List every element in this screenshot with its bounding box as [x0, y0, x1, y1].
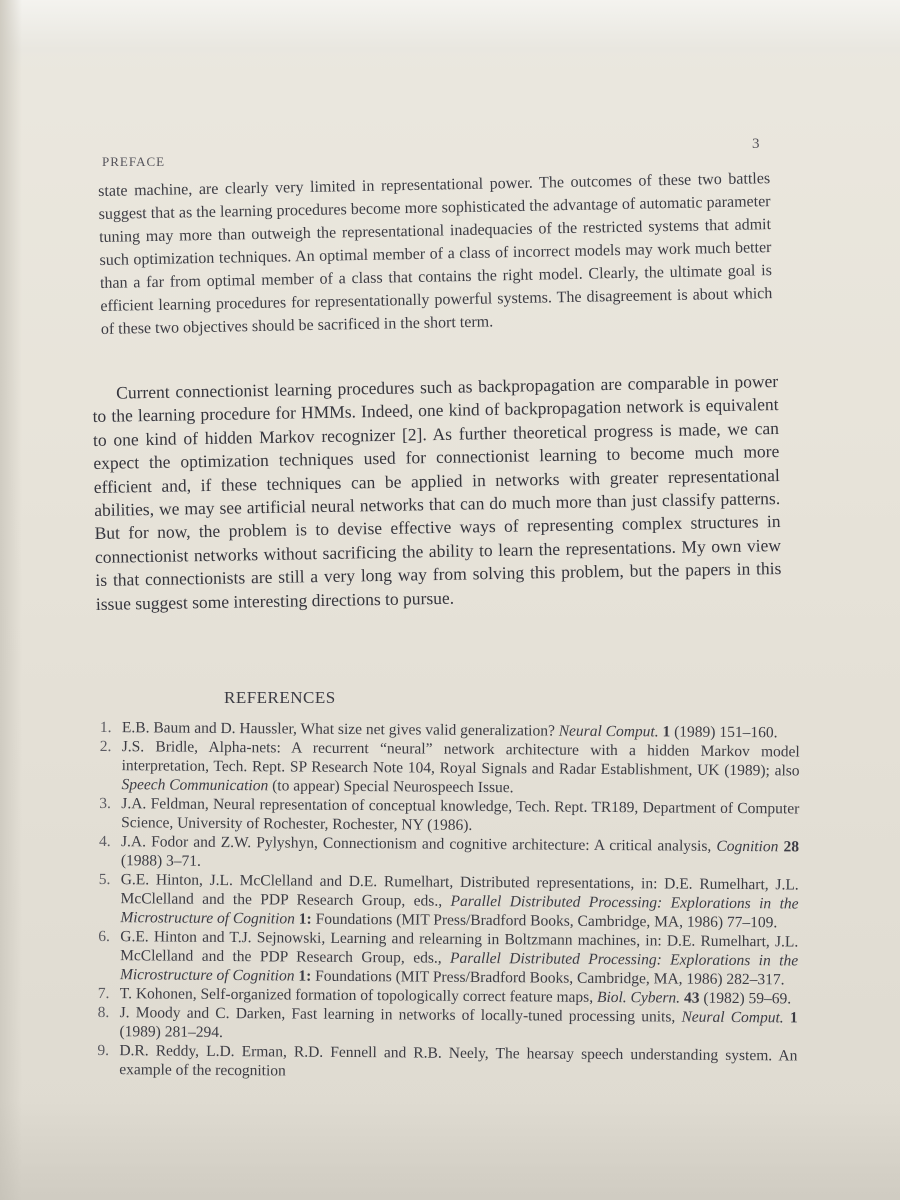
- reference-number: 5.: [98, 870, 111, 889]
- reference-number: 1.: [99, 718, 112, 737]
- reference-volume: 1:: [294, 910, 312, 928]
- reference-number: 6.: [98, 927, 110, 946]
- reference-tail: (1982) 59–69.: [699, 989, 792, 1008]
- reference-item: [99, 737, 799, 799]
- references-heading: REFERENCES: [224, 688, 336, 707]
- reference-text: J.A. Fodor and Z.W. Pylyshyn, Connectionism and cognitive architecture: A critical analysis,: [120, 833, 717, 855]
- reference-tail: Foundations (MIT Press/Bradford Books, Cambridge, MA, 1986) 282–317.: [311, 967, 785, 989]
- reference-tail: (1988) 3–71.: [120, 852, 202, 870]
- reference-text: E.B. Baum and D. Haussler, What size net gives valid generalization?: [121, 719, 559, 740]
- reference-number: 9.: [97, 1041, 110, 1060]
- reference-journal: Neural Comput.: [558, 722, 659, 741]
- reference-volume: 1: [783, 1009, 798, 1027]
- reference-number: 4.: [98, 832, 111, 851]
- reference-text: D.R. Reddy, L.D. Erman, R.D. Fennell and R.B. Neely, The hearsay speech understanding system. An example of the recognition: [119, 1042, 798, 1080]
- reference-text: J.S. Bridle, Alpha-nets: A recurrent “neural” network architecture with a hidden Markov model interpretation, Tech. Rept. SP Research Note 104, Royal Signals and Radar Establishment, UK (1989); also: [121, 738, 800, 780]
- reference-item: [98, 927, 798, 989]
- reference-item: [99, 832, 799, 875]
- reference-text: G.E. Hinton and T.J. Sejnowski, Learning and relearning in Boltzmann machines, in: D.E. Rumelhart, J.L. McClelland and the PDP Research Group, eds.,: [120, 928, 799, 967]
- page-bottom-shadow: [0, 1100, 900, 1200]
- running-head: PREFACE: [102, 154, 166, 169]
- reference-text: J.A. Feldman, Neural representation of conceptual knowledge, Tech. Rept. TR189, Department of Computer Science, University of Rochester, Rochester, NY (1986).: [121, 795, 800, 834]
- reference-item: [99, 794, 799, 837]
- reference-number: 8.: [97, 1003, 110, 1022]
- reference-journal: Biol. Cybern.: [596, 988, 681, 1007]
- reference-text: J. Moody and C. Darken, Fast learning in networks of locally-tuned processing units,: [119, 1004, 682, 1026]
- paragraph-text: state machine, are clearly very limited in representational power. The outcomes of these two battles suggest that as the learning procedures become more sophisticated the advantage of automatic parameter tuning may more than outweigh the representational inadequacies of the restricted systems that admit such optimization techniques. An optimal member of a class of incorrect models may work much better than a far from optimal member of a class that contains the right model. Clearly, the ultimate goal is efficient learning procedures for representationally powerful systems. The disagreement is about which of these two objectives should be sacrificed in the short term.: [98, 170, 773, 338]
- paragraph-text: Current connectionist learning procedures such as backpropagation are comparable in power to the learning procedure for HMMs. Indeed, one kind of backpropagation network is equivalent to one kind of hidden Markov recognizer [2]. As further theoretical progress is made, we can expect the optimization techniques used for connectionist learning to become much more efficient and, if these techniques can be applied in networks with greater representational abilities, we may see artificial neural networks that can do much more than just classify patterns. But for now, the problem is to devise effective ways of representing complex structures in connectionist networks without sacrificing the ability to learn the representations. My own view is that connectionists are still a very long way from solving this problem, but the papers in this issue suggest some interesting directions to pursue.: [92, 371, 782, 614]
- reference-text: T. Kohonen, Self-organized formation of topologically correct feature maps,: [119, 985, 598, 1006]
- body-paragraph-2: [92, 370, 782, 616]
- body-paragraph-1: [98, 167, 773, 341]
- reference-volume: 1: [658, 723, 671, 741]
- reference-tail: (to appear) Special Neurospeech Issue.: [268, 777, 514, 797]
- reference-item: [98, 870, 798, 932]
- reference-journal: Parallel Distributed Processing: Explorations in the Microstructure of Cognition: [120, 892, 799, 928]
- reference-item: [97, 1003, 797, 1046]
- reference-number: 7.: [97, 984, 110, 1003]
- reference-item: [97, 1041, 797, 1084]
- reference-journal: Speech Communication: [121, 776, 269, 795]
- references-list: [97, 718, 800, 1084]
- reference-volume: 28: [778, 838, 800, 856]
- reference-tail: (1989) 151–160.: [670, 723, 778, 742]
- page-fold-shadow: [0, 0, 900, 70]
- reference-tail: (1989) 281–294.: [119, 1023, 223, 1041]
- reference-volume: 1:: [294, 967, 312, 985]
- reference-text: G.E. Hinton, J.L. McClelland and D.E. Rumelhart, Distributed representations, in: D.E. Rumelhart, J.L. McClelland and the PDP Research Group, eds.,: [120, 871, 799, 910]
- reference-journal: Cognition: [716, 837, 779, 856]
- reference-number: 3.: [99, 794, 112, 813]
- reference-journal: Neural Comput.: [681, 1008, 784, 1027]
- page-number: 3: [752, 136, 760, 152]
- reference-volume: 43: [680, 989, 700, 1007]
- page-edge-shadow: [0, 0, 22, 1200]
- reference-tail: Foundations (MIT Press/Bradford Books, Cambridge, MA, 1986) 77–109.: [311, 910, 778, 932]
- reference-number: 2.: [99, 737, 112, 756]
- reference-journal: Parallel Distributed Processing: Explorations in the Microstructure of Cognition: [119, 949, 799, 985]
